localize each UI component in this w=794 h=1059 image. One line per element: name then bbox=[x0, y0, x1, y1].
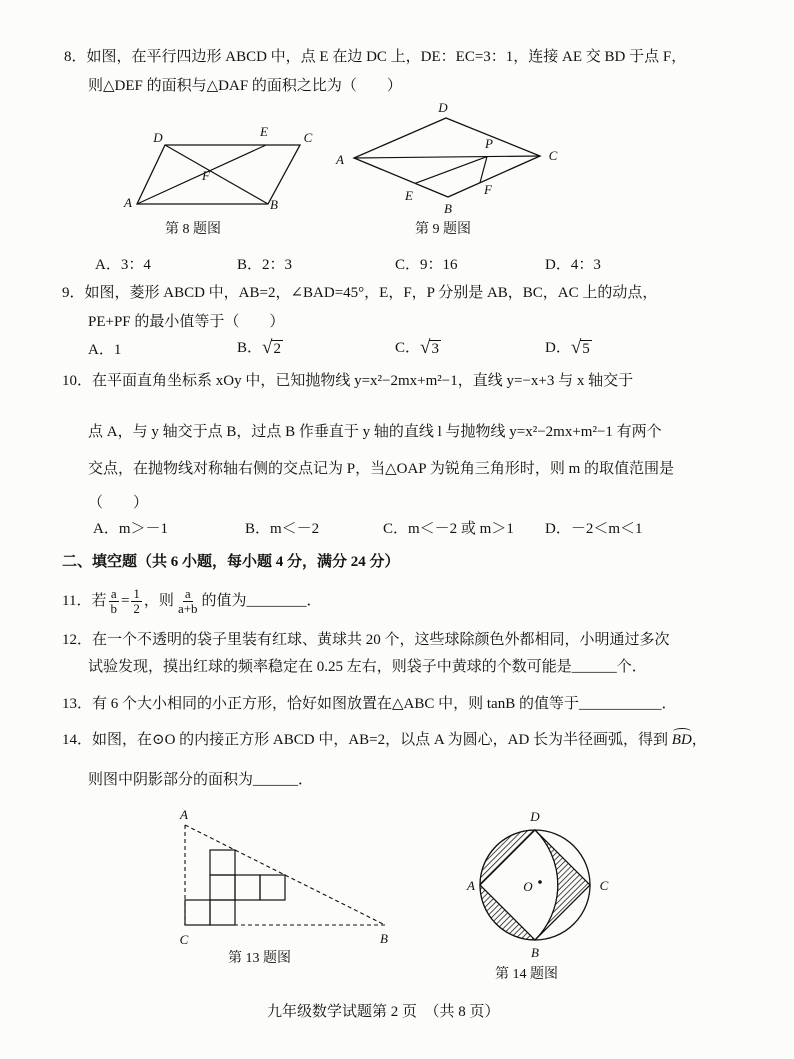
q14-text-before-arc: 14．如图，在⊙O 的内接正方形 ABCD 中，AB=2，以点 A 为圆心，AD 长为半径画弧，得到 bbox=[62, 732, 672, 748]
label-d: D bbox=[153, 130, 163, 145]
label-d: D bbox=[530, 809, 540, 824]
label-a: A bbox=[124, 195, 132, 210]
small-square bbox=[210, 850, 235, 875]
q9-line-1: 9．如图，菱形 ABCD 中，AB=2，∠BAD=45°，E，F，P 分别是 AB，BC，AC 上的动点， bbox=[62, 285, 658, 301]
fraction-a-over-b bbox=[108, 587, 119, 616]
q8-line-2: 则△DEF 的面积与△DAF 的面积之比为（ ） bbox=[88, 78, 402, 94]
radical-sign: √ bbox=[262, 337, 273, 358]
q11-prefix: 11．若 bbox=[62, 593, 107, 609]
figure-13-caption: 第 13 题图 bbox=[228, 951, 291, 966]
segment-pf bbox=[480, 157, 487, 183]
option-label: C． bbox=[395, 340, 421, 356]
equals-sign: = bbox=[120, 593, 130, 609]
label-c: C bbox=[548, 148, 558, 163]
q12-line-2: 试验发现，摸出红球的频率稳定在 0.25 左右，则袋子中黄球的个数可能是______个． bbox=[88, 659, 647, 675]
diagonal-bd bbox=[165, 145, 268, 204]
fraction-one-half bbox=[131, 587, 142, 616]
label-f: F bbox=[484, 182, 492, 197]
arc-label: BD bbox=[671, 732, 692, 748]
q8-option-d: D．4：3 bbox=[545, 257, 601, 273]
arc-bd bbox=[672, 730, 692, 750]
label-b: B bbox=[380, 931, 388, 946]
label-e: E bbox=[405, 188, 413, 203]
label-p: P bbox=[485, 136, 493, 151]
q11-line bbox=[62, 584, 322, 618]
numerator: 1 bbox=[133, 585, 140, 601]
label-d: D bbox=[438, 100, 448, 115]
denominator: a+b bbox=[177, 600, 198, 616]
segment-pe bbox=[415, 157, 487, 184]
q10-option-b: B．m＜－2 bbox=[245, 521, 320, 537]
q11-suffix: 的值为________． bbox=[201, 593, 322, 609]
q12-line-1: 12．在一个不透明的袋子里装有红球、黄球共 20 个，这些球除颜色外都相同，小明通过多次 bbox=[62, 632, 670, 648]
small-square bbox=[185, 900, 210, 925]
denominator: 2 bbox=[133, 600, 140, 616]
option-label: D． bbox=[545, 340, 571, 356]
label-c: C bbox=[303, 130, 313, 145]
radicand: 3 bbox=[431, 341, 439, 357]
figure-8-parallelogram bbox=[110, 120, 330, 215]
numerator: a bbox=[110, 585, 117, 601]
label-a: A bbox=[467, 878, 475, 893]
option-label: B． bbox=[237, 340, 263, 356]
q13-line-1: 13．有 6 个大小相同的小正方形，恰好如图放置在△ABC 中，则 tanB 的值等于___________． bbox=[62, 696, 677, 712]
label-b: B bbox=[531, 945, 539, 960]
q14-line-2: 则图中阴影部分的面积为______． bbox=[88, 772, 314, 788]
label-a: A bbox=[336, 152, 344, 167]
q8-option-b: B．2：3 bbox=[237, 257, 293, 273]
q10-option-d: D．－2＜m＜1 bbox=[545, 521, 643, 537]
q8-line-1: 8．如图，在平行四边形 ABCD 中，点 E 在边 DC 上，DE：EC=3：1，连接 AE 交 BD 于点 F， bbox=[64, 49, 687, 65]
section-2-title: 二、填空题（共 6 小题，每小题 4 分，满分 24 分） bbox=[62, 554, 400, 570]
arc-symbol bbox=[673, 728, 691, 735]
numerator: a bbox=[184, 585, 191, 601]
figure-13-triangle-squares bbox=[170, 805, 400, 950]
q9-option-a: A．1 bbox=[88, 342, 122, 358]
label-e: E bbox=[260, 124, 268, 139]
small-square bbox=[235, 875, 260, 900]
label-b: B bbox=[270, 197, 278, 212]
q8-option-c: C．9：16 bbox=[395, 257, 458, 273]
small-square bbox=[260, 875, 285, 900]
q11-mid-text: ，则 bbox=[143, 593, 174, 609]
small-square bbox=[210, 900, 235, 925]
label-c: C bbox=[599, 878, 609, 893]
parallelogram-abcd bbox=[137, 145, 300, 204]
square-root bbox=[571, 337, 592, 358]
q10-option-c: C．m＜－2 或 m＞1 bbox=[383, 521, 514, 537]
q9-option-d bbox=[545, 337, 592, 358]
q9-line-2: PE+PF 的最小值等于（ ） bbox=[88, 314, 285, 330]
label-b: B bbox=[444, 201, 452, 216]
label-a: A bbox=[180, 807, 188, 822]
figure-9-rhombus bbox=[330, 100, 565, 218]
q10-line-1: 10．在平面直角坐标系 xOy 中，已知抛物线 y=x²−2mx+m²−1，直线 y=−x+3 与 x 轴交于 bbox=[62, 373, 634, 389]
figure-9-caption: 第 9 题图 bbox=[415, 222, 471, 237]
denominator: b bbox=[110, 600, 117, 616]
q9-option-b bbox=[237, 337, 283, 358]
q10-line-4: （ ） bbox=[88, 495, 149, 511]
shaded-region-near-c bbox=[535, 830, 590, 940]
figure-14-caption: 第 14 题图 bbox=[495, 967, 558, 982]
q10-option-a: A．m＞－1 bbox=[93, 521, 169, 537]
q9-option-c bbox=[395, 337, 441, 358]
arc-bd bbox=[535, 830, 558, 940]
q10-line-3: 交点，在抛物线对称轴右侧的交点记为 P，当△OAP 为锐角三角形时，则 m 的取值范围是 bbox=[88, 461, 674, 477]
label-c: C bbox=[179, 932, 189, 947]
small-square bbox=[210, 875, 235, 900]
q14-text-after-arc: ， bbox=[691, 732, 707, 748]
q14-line-1 bbox=[62, 730, 707, 750]
center-dot bbox=[538, 880, 542, 884]
label-o: O bbox=[523, 879, 533, 894]
radical-sign: √ bbox=[570, 337, 582, 358]
radicand: 2 bbox=[273, 341, 281, 357]
figure-14-circle-square bbox=[455, 805, 620, 965]
q10-line-2: 点 A，与 y 轴交于点 B，过点 B 作垂直于 y 轴的直线 l 与抛物线 y=x²−2mx+m²−1 有两个 bbox=[88, 424, 662, 440]
fraction-a-over-a-plus-b bbox=[176, 587, 200, 616]
square-root bbox=[420, 337, 441, 358]
radical-sign: √ bbox=[420, 337, 431, 358]
label-f: F bbox=[202, 168, 210, 183]
q8-option-a: A．3：4 bbox=[95, 257, 151, 273]
figure-8-caption: 第 8 题图 bbox=[165, 222, 221, 237]
radicand: 5 bbox=[582, 341, 590, 357]
diagonal-ac bbox=[354, 156, 540, 158]
page-footer: 九年级数学试题第 2 页 （共 8 页） bbox=[267, 1004, 500, 1020]
square-root bbox=[262, 337, 283, 358]
